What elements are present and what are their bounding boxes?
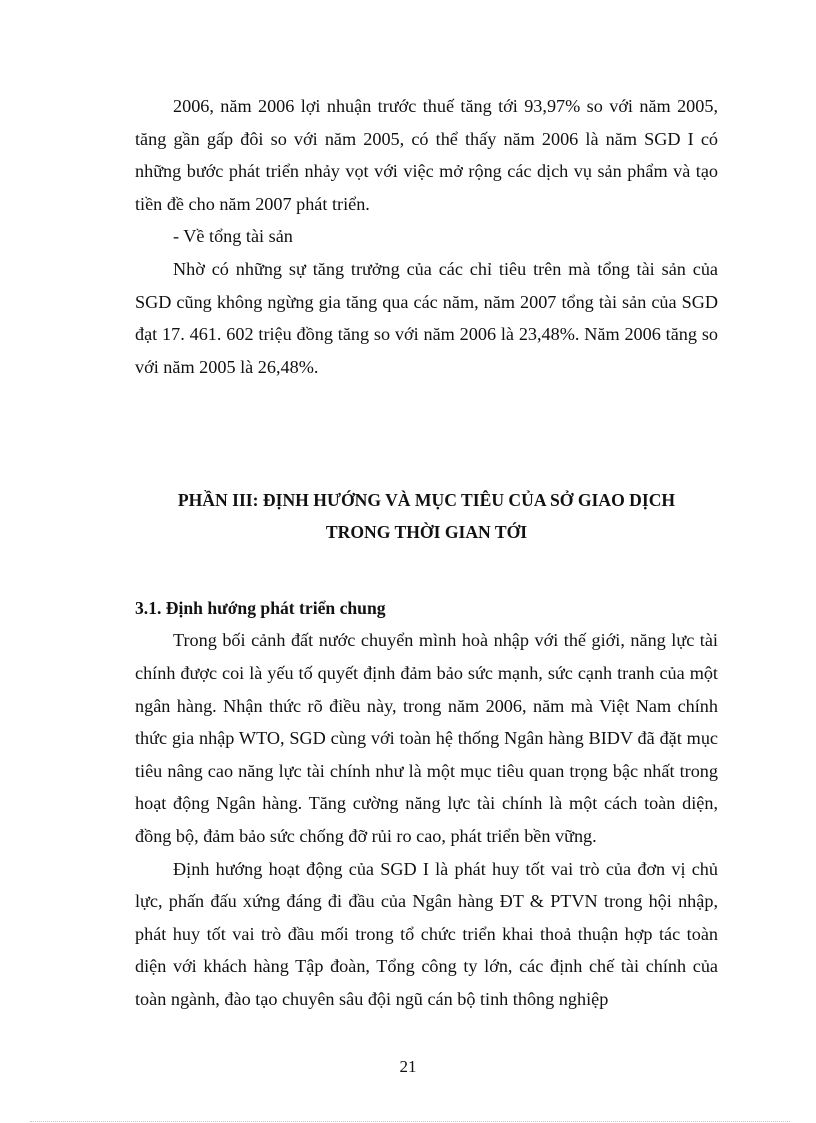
section-title: 3.1. Định hướng phát triển chung bbox=[135, 598, 386, 619]
paragraph-profit-2006: 2006, năm 2006 lợi nhuận trước thuế tăng tới 93,97% so với năm 2005, tăng gần gấp đôi so với năm 2005, có thể thấy năm 2006 là năm SGD I có những bước phát triển nhảy vọt với việc mở rộng các dịch vụ sản phẩm và tạo tiền đề cho năm 2007 phát triển. bbox=[135, 96, 718, 214]
part-heading bbox=[135, 484, 718, 548]
part-heading-line-2: TRONG THỜI GIAN TỚI bbox=[325, 522, 528, 543]
page-bottom-divider bbox=[30, 1121, 790, 1122]
page-number: 21 bbox=[399, 1057, 417, 1076]
paragraph-context: Trong bối cảnh đất nước chuyển mình hoà nhập với thế giới, năng lực tài chính được coi là yếu tố quyết định đảm bảo sức mạnh, sức cạnh tranh của một ngân hàng. Nhận thức rõ điều này, trong năm 2006, năm mà Việt Nam chính thức gia nhập WTO, SGD cùng với toàn hệ thống Ngân hàng BIDV đã đặt mục tiêu nâng cao năng lực tài chính như là một mục tiêu quan trọng bậc nhất trong hoạt động Ngân hàng. Tăng cường năng lực tài chính là một cách toàn diện, đồng bộ, đảm bảo sức chống đỡ rủi ro cao, phát triển bền vững. bbox=[135, 630, 718, 846]
paragraph-total-assets: Nhờ có những sự tăng trưởng của các chỉ tiêu trên mà tổng tài sản của SGD cũng không ngừng gia tăng qua các năm, năm 2007 tổng tài sản của SGD đạt 17. 461. 602 triệu đồng tăng so với năm 2006 là 23,48%. Năm 2006 tăng so với năm 2005 là 26,48%. bbox=[135, 258, 718, 377]
part-heading-line-1: PHẦN III: ĐỊNH HƯỚNG VÀ MỤC TIÊU CỦA SỞ GIAO DỊCH bbox=[177, 490, 676, 511]
paragraph-orientation: Định hướng hoạt động của SGD I là phát huy tốt vai trò của đơn vị chủ lực, phấn đấu xứng đáng đi đầu của Ngân hàng ĐT & PTVN trong hội nhập, phát huy tốt vai trò đầu mối trong tổ chức triển khai thoả thuận hợp tác toàn diện với khách hàng Tập đoàn, Tổng công ty lớn, các định chế tài chính của toàn ngành, đào tạo chuyên sâu đội ngũ cán bộ tinh thông nghiệp bbox=[135, 858, 718, 1009]
list-item-total-assets: - Về tổng tài sản bbox=[173, 226, 293, 247]
page-content bbox=[135, 90, 718, 1015]
